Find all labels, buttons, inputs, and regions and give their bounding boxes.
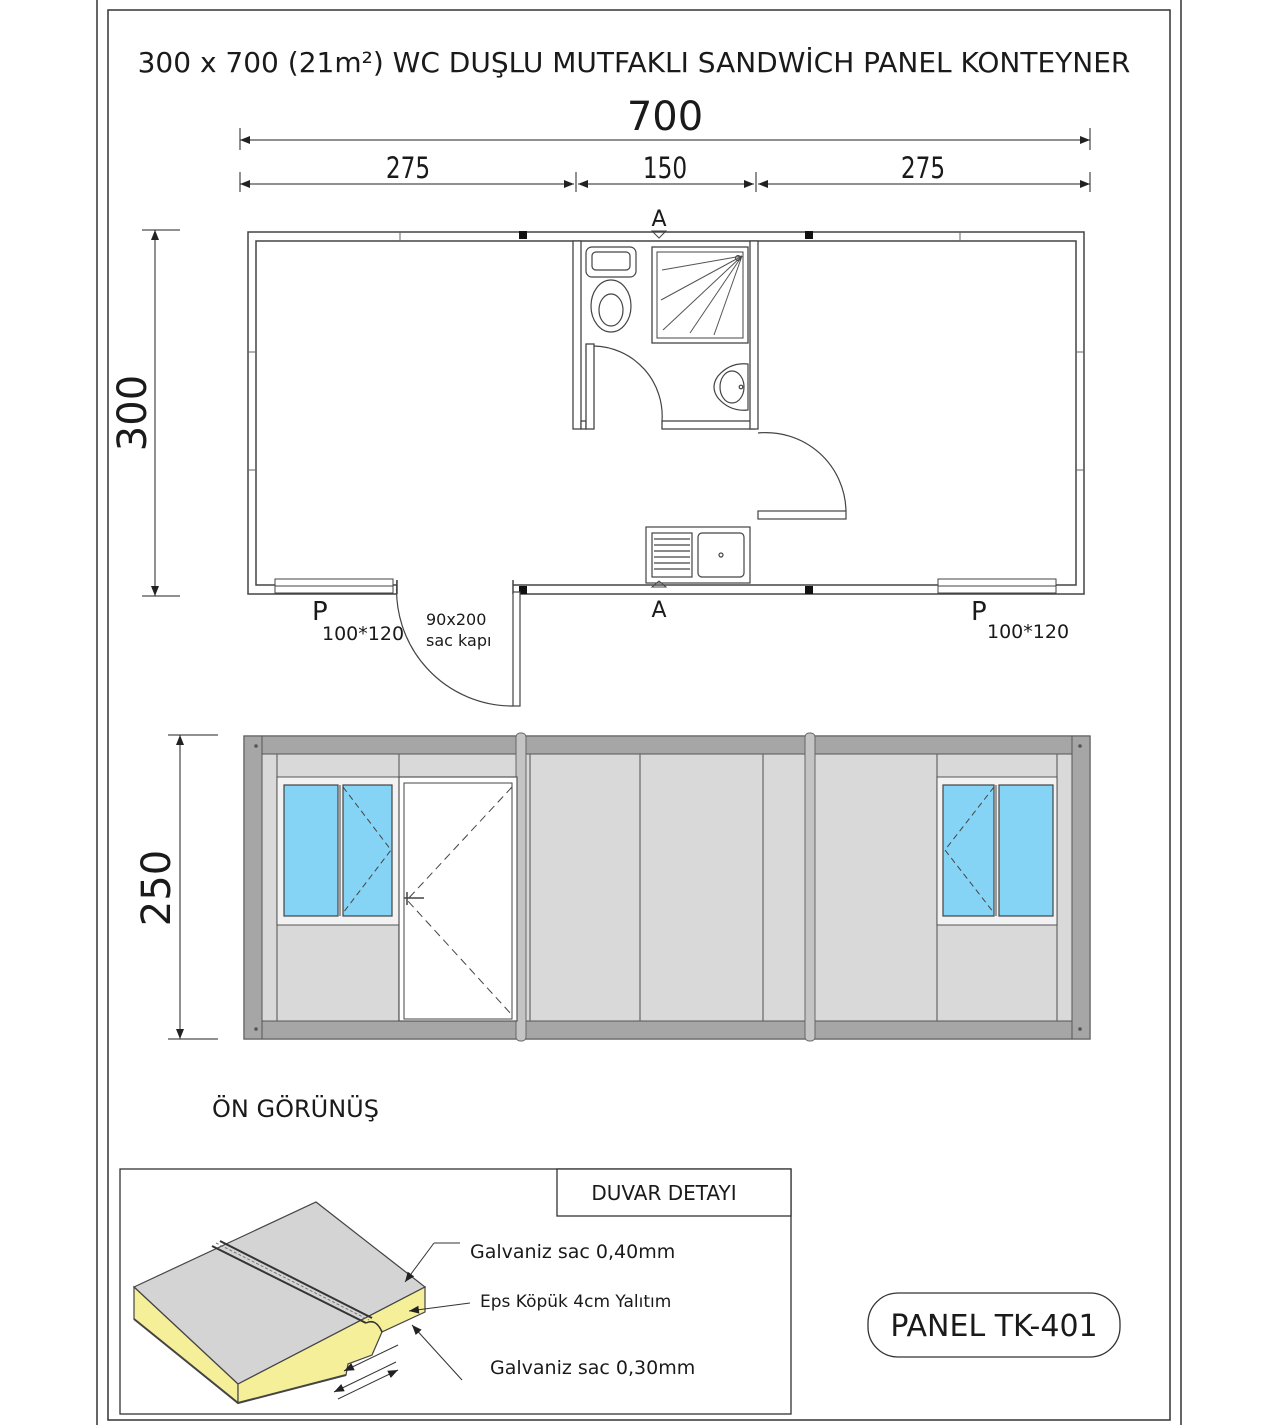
window-right-elevation	[937, 777, 1057, 925]
wc-door-swing	[594, 346, 662, 421]
segment-middle-label: 150	[642, 152, 688, 186]
window-right-symbol: P	[971, 597, 987, 627]
front-elevation	[244, 733, 1090, 1041]
window-left-plan	[275, 579, 393, 593]
overall-width-label: 700	[626, 94, 704, 140]
overall-width-dimension	[240, 94, 1090, 150]
segment-left-label: 275	[385, 152, 431, 186]
sandwich-panel-illustration	[134, 1202, 425, 1403]
layer-foam-label: Eps Köpük 4cm Yalıtım	[480, 1292, 672, 1312]
top-steel-sheet	[134, 1202, 425, 1384]
washbasin-icon	[714, 364, 748, 411]
wall-detail-title: DUVAR DETAYI	[591, 1181, 737, 1205]
kitchen-door-plan	[758, 433, 846, 519]
section-marker-bottom: A	[651, 598, 667, 623]
layer-bottom-sheet-label: Galvaniz sac 0,30mm	[490, 1357, 696, 1379]
door-size-label: 90x200	[426, 610, 487, 629]
panel-code-badge	[868, 1293, 1120, 1357]
shower-tray-icon	[652, 247, 748, 343]
door-type-label: sac kapı	[426, 631, 492, 650]
window-left-size: 100*120	[322, 623, 405, 645]
window-left-symbol: P	[312, 597, 328, 627]
depth-label: 300	[110, 374, 156, 452]
toilet-icon	[586, 247, 636, 332]
post	[519, 231, 527, 239]
layer-top-sheet-label: Galvaniz sac 0,40mm	[470, 1241, 676, 1263]
kitchen-sink-icon	[646, 527, 750, 583]
entrance-door-elevation	[399, 777, 517, 1021]
height-dimension	[134, 735, 218, 1039]
segment-right-label: 275	[900, 152, 946, 186]
depth-dimension	[110, 230, 180, 596]
panel-code-label: PANEL TK-401	[890, 1309, 1098, 1344]
segment-dimensions	[240, 153, 1090, 192]
window-left-elevation	[277, 777, 399, 925]
floor-plan	[248, 207, 1084, 706]
window-right-plan	[938, 579, 1056, 593]
window-right-size: 100*120	[987, 621, 1070, 643]
post	[805, 586, 813, 594]
post	[805, 231, 813, 239]
drawing-title: 300 x 700 (21m²) WC DUŞLU MUTFAKLI SANDWİCH PANEL KONTEYNER	[137, 46, 1131, 79]
section-marker-top: A	[651, 207, 667, 232]
height-label: 250	[134, 849, 180, 927]
front-view-title: ÖN GÖRÜNÜŞ	[212, 1095, 379, 1123]
